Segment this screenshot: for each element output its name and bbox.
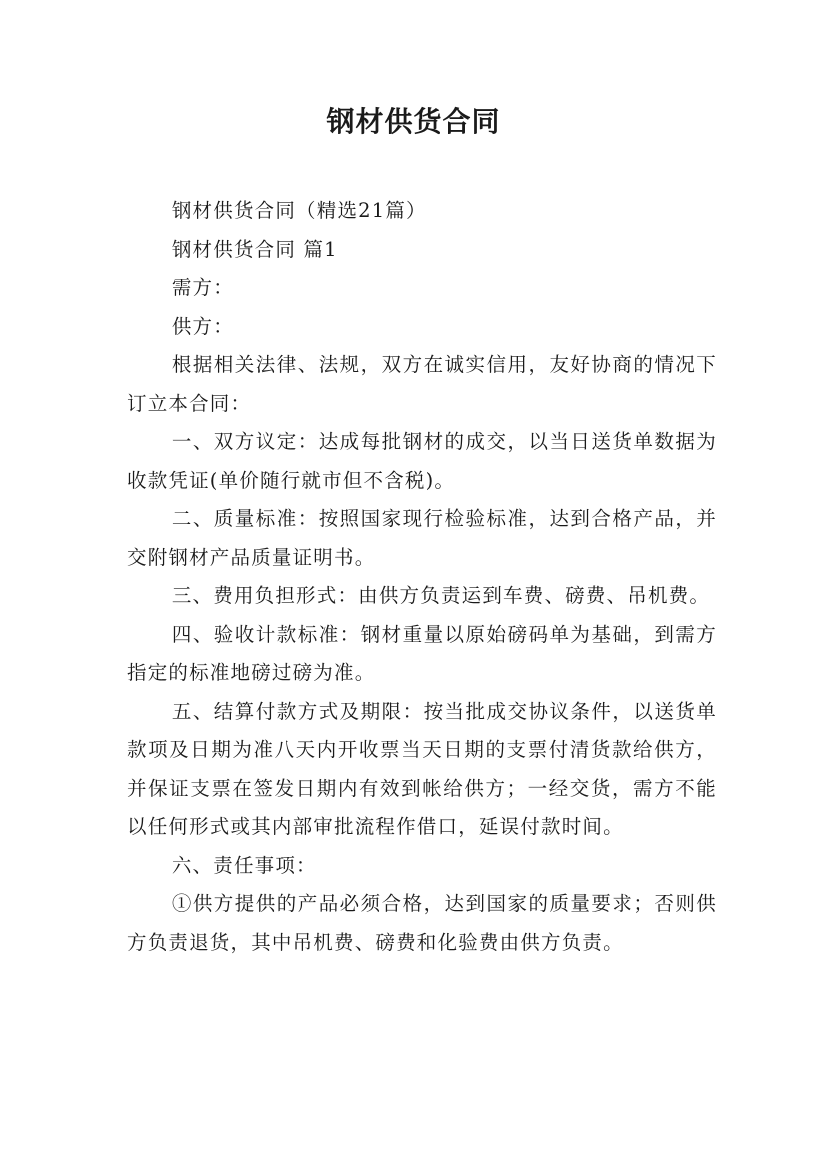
paragraph-clause-5: 五、结算付款方式及期限：按当批成交协议条件，以送货单款项及日期为准八天内开收票当天日期的支票付清货款给供方，并保证支票在签发日期内有效到帐给供方；一经交货，需方不能以任何形式或其内部审批流程作借口，延误付款时间。 xyxy=(127,699,717,838)
paragraph-section-heading: 钢材供货合同 篇1 xyxy=(171,237,338,261)
paragraph-clause-4: 四、验收计款标准：钢材重量以原始磅码单为基础，到需方指定的标准地磅过磅为准。 xyxy=(127,622,717,684)
paragraph-clause-3: 三、费用负担形式：由供方负责运到车费、磅费、吊机费。 xyxy=(171,584,711,607)
paragraph-clause-2: 二、质量标准：按照国家现行检验标准，达到合格产品，并交附钢材产品质量证明书。 xyxy=(127,507,717,569)
paragraph-buyer: 需方： xyxy=(171,276,234,299)
paragraph-seller: 供方： xyxy=(171,314,234,338)
paragraph-preamble: 根据相关法律、法规，双方在诚实信用，友好协商的情况下订立本合同： xyxy=(127,353,717,415)
paragraph-clause-1: 一、双方议定：达成每批钢材的成交，以当日送货单数据为收款凭证(单价随行就市但不含税)。 xyxy=(127,430,717,492)
document-body xyxy=(127,192,717,962)
paragraph-clause-6-item-1: ①供方提供的产品必须合格，达到国家的质量要求；否则供方负责退货，其中吊机费、磅费和化验费由供方负责。 xyxy=(127,892,717,954)
document-title: 钢材供货合同 xyxy=(326,105,501,138)
paragraph-subtitle: 钢材供货合同（精选21篇） xyxy=(171,199,427,222)
paragraph-clause-6: 六、责任事项： xyxy=(171,853,317,877)
